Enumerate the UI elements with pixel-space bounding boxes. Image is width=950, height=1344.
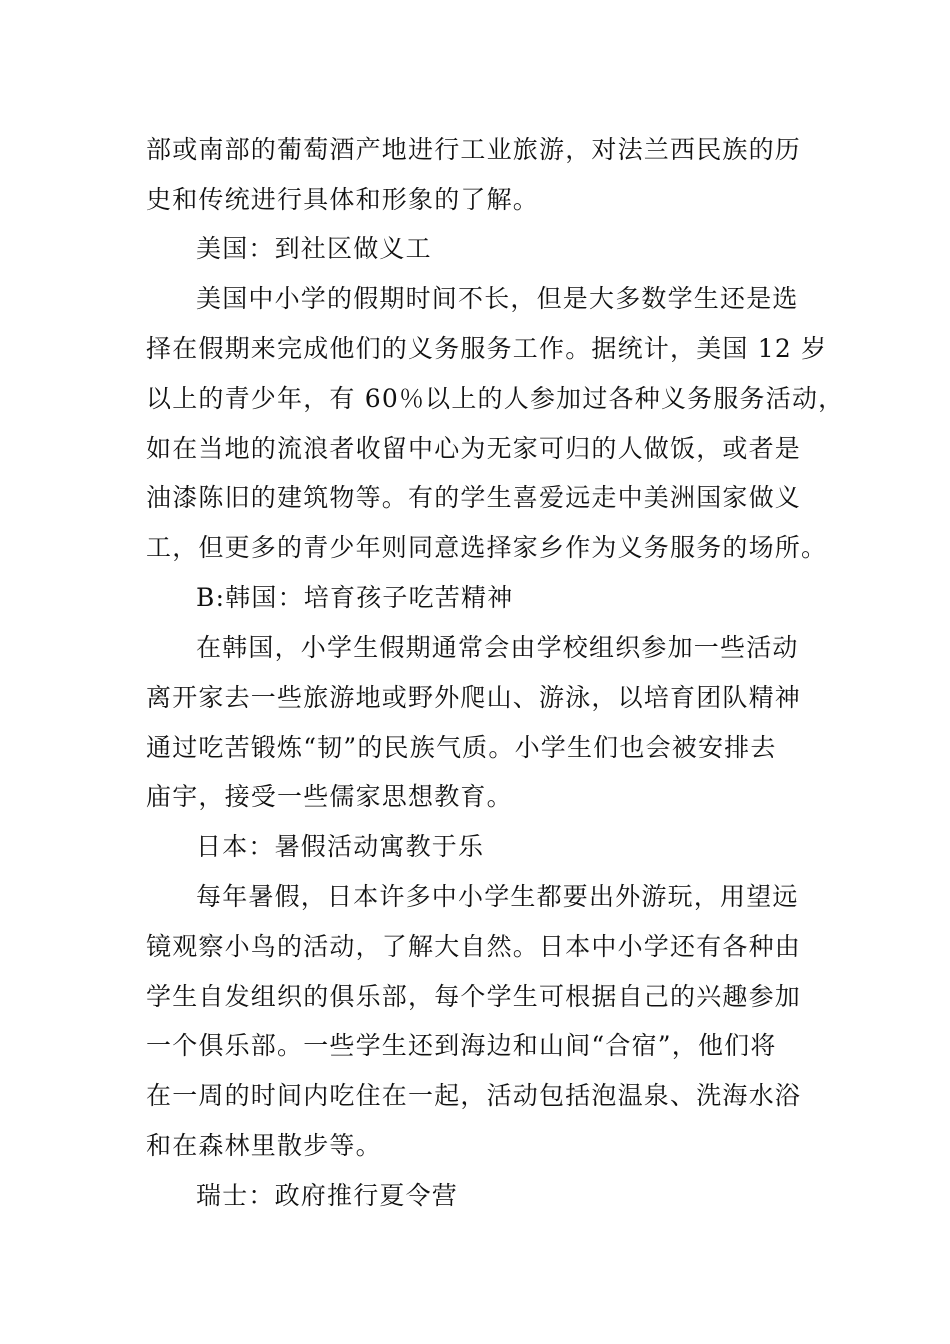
paragraph-line: 一个俱乐部。一些学生还到海边和山间“合宿”，他们将: [146, 1031, 777, 1060]
paragraph-line: 美国中小学的假期时间不长，但是大多数学生还是选: [196, 284, 799, 313]
paragraph-line: 在韩国，小学生假期通常会由学校组织参加一些活动: [196, 633, 799, 662]
paragraph-line: 择在假期来完成他们的义务服务工作。据统计，美国 12 岁: [146, 334, 828, 363]
paragraph-line: 以上的青少年，有 60％以上的人参加过各种义务服务活动，: [146, 384, 845, 413]
paragraph-line: 每年暑假，日本许多中小学生都要出外游玩，用望远: [196, 882, 799, 911]
section-heading-switzerland: 瑞士：政府推行夏令营: [196, 1181, 459, 1210]
section-heading-korea: B:韩国：培育孩子吃苦精神: [196, 583, 514, 612]
paragraph-line: 庙宇，接受一些儒家思想教育。: [146, 782, 513, 811]
paragraph-line: 和在森林里散步等。: [146, 1131, 382, 1160]
paragraph-line: 部或南部的葡萄酒产地进行工业旅游，对法兰西民族的历: [146, 135, 802, 164]
section-heading-usa: 美国：到社区做义工: [196, 234, 432, 263]
paragraph-line: 在一周的时间内吃住在一起，活动包括泡温泉、洗海水浴: [146, 1081, 802, 1110]
section-heading-japan: 日本：暑假活动寓教于乐: [196, 832, 485, 861]
paragraph-line: 如在当地的流浪者收留中心为无家可归的人做饭，或者是: [146, 434, 802, 463]
paragraph-line: 史和传统进行具体和形象的了解。: [146, 185, 540, 214]
paragraph-line: 镜观察小鸟的活动，了解大自然。日本中小学还有各种由: [146, 932, 802, 961]
paragraph-line: 学生自发组织的俱乐部，每个学生可根据自己的兴趣参加: [146, 982, 802, 1011]
paragraph-line: 离开家去一些旅游地或野外爬山、游泳，以培育团队精神: [146, 683, 802, 712]
paragraph-line: 工，但更多的青少年则同意选择家乡作为义务服务的场所。: [146, 533, 828, 562]
paragraph-line: 通过吃苦锻炼“韧”的民族气质。小学生们也会被安排去: [146, 733, 777, 762]
paragraph-line: 油漆陈旧的建筑物等。有的学生喜爱远走中美洲国家做义: [146, 483, 802, 512]
